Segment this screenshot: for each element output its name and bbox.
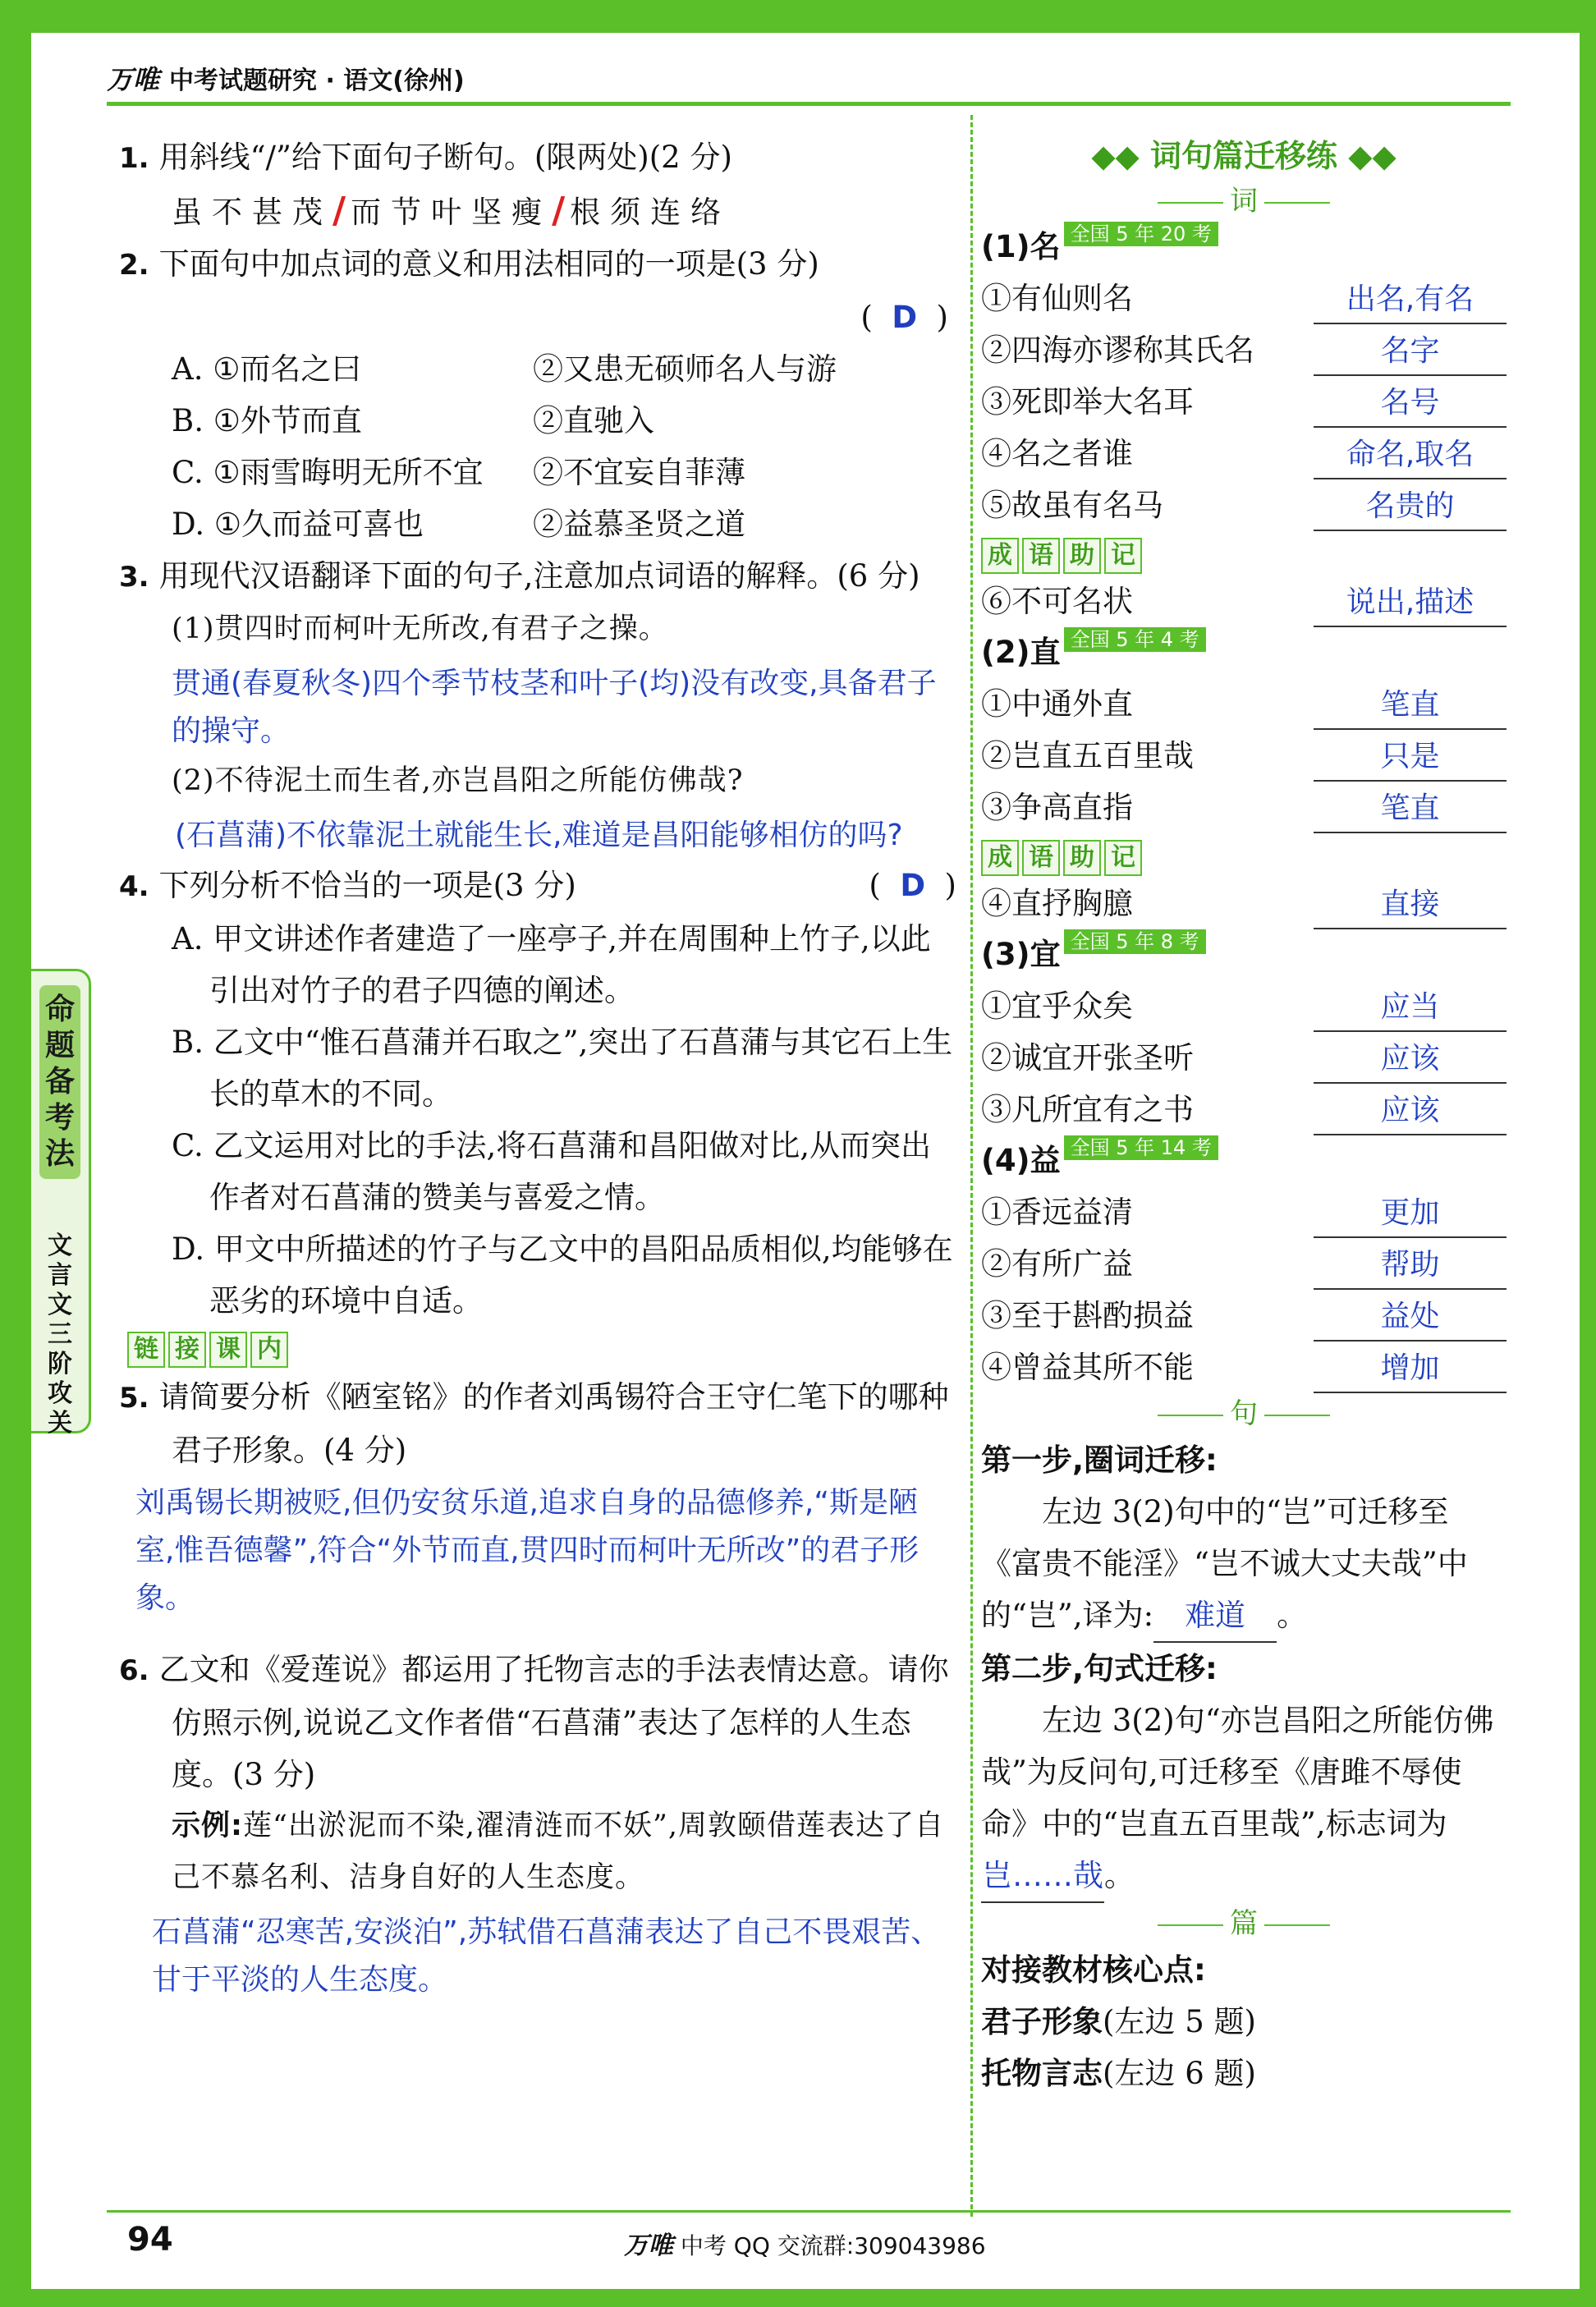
chip: 成 bbox=[981, 538, 1019, 574]
page-footer bbox=[624, 2225, 986, 2261]
answer-slash: / bbox=[332, 190, 351, 232]
item-answer: 应当 bbox=[1314, 984, 1507, 1032]
chip: 助 bbox=[1063, 840, 1101, 876]
group-head: (4)益 bbox=[981, 1143, 1061, 1178]
word-item bbox=[981, 1342, 1507, 1393]
q4-option: A. 甲文讲述作者建造了一座亭子,并在周围种上竹子,以此引出对竹子的君子四德的阐述。 bbox=[172, 921, 931, 1008]
q2-answer: D bbox=[892, 300, 918, 335]
q6-example bbox=[119, 1800, 956, 1904]
word-item bbox=[981, 1186, 1507, 1238]
item-text: ②有所广益 bbox=[981, 1246, 1133, 1282]
chip: 记 bbox=[1104, 538, 1142, 574]
chip: 语 bbox=[1022, 538, 1060, 574]
word-item bbox=[981, 782, 1507, 833]
q4-answer-line: ( D ) bbox=[869, 868, 956, 903]
q2-option bbox=[119, 447, 956, 498]
section-label: 句 bbox=[1230, 1397, 1258, 1430]
q6-answer: 石菖蒲“忍寒苦,安淡泊”,苏轼借石菖蒲表达了自己不畏艰苦、甘于平淡的人生态度。 bbox=[152, 1915, 941, 1997]
section-label: 词 bbox=[1230, 185, 1258, 218]
page-number: 94 bbox=[127, 2221, 173, 2259]
q3-answer-1: 贯通(春夏秋冬)四个季节枝茎和叶子(均)没有改变,具备君子的操守。 bbox=[172, 667, 937, 748]
question-stem: 用现代汉语翻译下面的句子,注意加点词语的解释。(6 分) bbox=[158, 558, 920, 594]
question-1 bbox=[119, 131, 956, 185]
step-label: 第一步,圈词迁移: bbox=[981, 1442, 1218, 1478]
q3-answer-2: (石菖蒲)不依靠泥土就能生长,难道是昌阳能够相仿的吗? bbox=[175, 819, 903, 852]
group-head: (1)名 bbox=[981, 229, 1061, 264]
item-answer: 出名,有名 bbox=[1314, 277, 1507, 324]
item-text: ④直抒胸臆 bbox=[981, 886, 1133, 921]
right-title: ◆◆ 词句篇迁移练 ◆◆ bbox=[1091, 138, 1396, 174]
item-answer: 应该 bbox=[1314, 1088, 1507, 1135]
item-text: ②岂直五百里哉 bbox=[981, 738, 1194, 773]
group-yi bbox=[981, 929, 1507, 980]
q2-answer-line: ( D ) bbox=[860, 300, 948, 335]
question-stem: 用斜线“/”给下面句子断句。(限两处)(2 分) bbox=[158, 140, 732, 175]
option-a: D. ①久而益可喜也 bbox=[172, 507, 424, 542]
exam-tag: 全国 5 年 4 考 bbox=[1064, 627, 1206, 652]
item-answer: 增加 bbox=[1314, 1346, 1507, 1393]
link-chips bbox=[127, 1332, 288, 1368]
item-answer: 说出,描述 bbox=[1314, 580, 1507, 627]
step-text: 左边 3(2)句“亦岂昌阳之所能仿佛哉”为反问句,可迁移至《唐雎不辱使命》中的“岂直五百里哉”,标志词为 bbox=[981, 1703, 1494, 1841]
chip: 链 bbox=[127, 1332, 165, 1368]
example-text: 莲“出淤泥而不染,濯清涟而不妖”,周敦颐借莲表达了自己不慕名利、洁身自好的人生态度。 bbox=[172, 1809, 945, 1894]
group-head: (3)宜 bbox=[981, 937, 1061, 972]
answer-slash: / bbox=[552, 190, 571, 232]
item-text: ⑤故虽有名马 bbox=[981, 488, 1163, 523]
frame-left bbox=[0, 0, 31, 2307]
step-answer: 岂……哉 bbox=[981, 1850, 1104, 1903]
item-text: ⑥不可名状 bbox=[981, 584, 1133, 619]
chip: 记 bbox=[1104, 840, 1142, 876]
chip: 语 bbox=[1022, 840, 1060, 876]
step-text: 左边 3(2)句中的“岂”可迁移至《富贵不能淫》“岂不诚大丈夫哉”中的“岂”,译为: bbox=[981, 1494, 1468, 1633]
option-b: ②直驰入 bbox=[533, 403, 654, 438]
q4-answer: D bbox=[900, 868, 926, 903]
core-point-title: 托物言志 bbox=[981, 2056, 1103, 2091]
word-item bbox=[981, 730, 1507, 782]
sentence-part: 而节叶坚瘦 bbox=[351, 195, 553, 230]
word-item bbox=[981, 479, 1507, 531]
footer-text: 中考 QQ 交流群:309043986 bbox=[680, 2232, 986, 2259]
example-label: 示例: bbox=[172, 1809, 243, 1842]
section-pian bbox=[981, 1903, 1507, 1944]
q2-option bbox=[119, 343, 956, 395]
frame-right bbox=[1580, 0, 1596, 2307]
item-answer: 名字 bbox=[1314, 328, 1507, 376]
section-ju bbox=[981, 1393, 1507, 1434]
header-title: 中考试题研究 · 语文(徐州) bbox=[169, 67, 465, 95]
item-answer: 帮助 bbox=[1314, 1242, 1507, 1290]
item-answer: 笔直 bbox=[1314, 786, 1507, 833]
core-point-2 bbox=[981, 2048, 1507, 2099]
q1-sentence bbox=[119, 185, 956, 238]
item-answer: 更加 bbox=[1314, 1190, 1507, 1238]
core-label: 对接教材核心点: bbox=[981, 1952, 1206, 1988]
section-label: 篇 bbox=[1230, 1907, 1258, 1940]
idiom-item bbox=[981, 576, 1507, 627]
item-answer: 名号 bbox=[1314, 380, 1507, 428]
q3-sentence-1: (1)贯四时而柯叶无所改,有君子之操。 bbox=[172, 612, 668, 645]
option-a: B. ①外节而直 bbox=[172, 403, 362, 438]
word-item bbox=[981, 273, 1507, 324]
question-stem: 请简要分析《陋室铭》的作者刘禹锡符合王守仁笔下的哪种君子形象。(4 分) bbox=[158, 1379, 949, 1468]
step-1-text: 左边 3(2)句中的“岂”可迁移至《富贵不能淫》“岂不诚大丈夫哉”中的“岂”,译为: 难道 。 bbox=[981, 1486, 1507, 1643]
q4-option: D. 甲文中所描述的竹子与乙文中的昌阳品质相似,均能够在恶劣的环境中自适。 bbox=[172, 1231, 953, 1319]
question-3 bbox=[119, 550, 956, 603]
question-stem: 下列分析不恰当的一项是(3 分) bbox=[158, 868, 576, 903]
idiom-chips bbox=[981, 538, 1142, 574]
side-tab-top-label: 命题备考法 bbox=[39, 985, 80, 1179]
question-stem: 下面句中加点词的意义和用法相同的一项是(3 分) bbox=[158, 246, 819, 282]
footer-rule bbox=[107, 2210, 1511, 2213]
item-answer: 名贵的 bbox=[1314, 484, 1507, 531]
option-b: ②益慕圣贤之道 bbox=[533, 507, 745, 542]
side-tab-bottom-label: 文言文三阶攻关 bbox=[48, 1231, 72, 1438]
word-item bbox=[981, 1290, 1507, 1342]
word-item bbox=[981, 1084, 1507, 1135]
item-text: ②四海亦谬称其氏名 bbox=[981, 333, 1254, 368]
right-column bbox=[981, 131, 1507, 2099]
item-answer: 应该 bbox=[1314, 1036, 1507, 1084]
item-answer: 益处 bbox=[1314, 1294, 1507, 1342]
item-text: ③至于斟酌损益 bbox=[981, 1298, 1194, 1333]
q4-option: B. 乙文中“惟石菖蒲并石取之”,突出了石菖蒲与其它石上生长的草木的不同。 bbox=[172, 1025, 953, 1112]
question-2 bbox=[119, 238, 956, 291]
idiom-chips bbox=[981, 840, 1142, 876]
item-answer: 笔直 bbox=[1314, 682, 1507, 730]
question-5 bbox=[119, 1371, 956, 1476]
step-2 bbox=[981, 1643, 1507, 1695]
q2-option bbox=[119, 395, 956, 447]
word-item bbox=[981, 324, 1507, 376]
group-zhi bbox=[981, 627, 1507, 678]
item-text: ①宜乎众矣 bbox=[981, 988, 1133, 1024]
step-label: 第二步,句式迁移: bbox=[981, 1651, 1218, 1686]
page-header bbox=[107, 57, 465, 99]
word-item bbox=[981, 376, 1507, 428]
idiom-item bbox=[981, 878, 1507, 929]
question-4 bbox=[119, 860, 956, 913]
word-item bbox=[981, 1032, 1507, 1084]
chip: 接 bbox=[168, 1332, 206, 1368]
q3-sentence-2: (2)不待泥土而生者,亦岂昌阳之所能仿佛哉? bbox=[172, 764, 744, 797]
item-text: ③凡所宜有之书 bbox=[981, 1092, 1194, 1127]
question-6 bbox=[119, 1644, 956, 1800]
question-number: 4. bbox=[119, 870, 149, 903]
item-text: ①香远益清 bbox=[981, 1195, 1133, 1230]
core-points bbox=[981, 1944, 1507, 1996]
question-number: 2. bbox=[119, 249, 149, 282]
item-answer: 只是 bbox=[1314, 734, 1507, 782]
chip: 助 bbox=[1063, 538, 1101, 574]
exam-tag: 全国 5 年 8 考 bbox=[1064, 929, 1206, 954]
q5-answer: 刘禹锡长期被贬,但仍安贫乐道,追求自身的品德修养,“斯是陋室,惟吾德馨”,符合“外节而直,贯四时而柯叶无所改”的君子形象。 bbox=[135, 1486, 920, 1615]
header-rule bbox=[107, 102, 1511, 106]
word-item bbox=[981, 980, 1507, 1032]
frame-top bbox=[0, 0, 1596, 33]
item-text: ④曾益其所不能 bbox=[981, 1350, 1194, 1385]
item-text: ③争高直指 bbox=[981, 790, 1133, 825]
item-answer: 直接 bbox=[1314, 882, 1507, 929]
core-point-note: (左边 6 题) bbox=[1103, 2056, 1256, 2091]
q2-option bbox=[119, 498, 956, 550]
column-divider bbox=[970, 115, 976, 2217]
word-item bbox=[981, 428, 1507, 479]
exam-tag: 全国 5 年 14 考 bbox=[1064, 1135, 1218, 1160]
sentence-part: 根须连络 bbox=[570, 195, 732, 230]
group-ming bbox=[981, 222, 1507, 273]
group-head: (2)直 bbox=[981, 635, 1061, 670]
option-b: ②又患无硕师名人与游 bbox=[533, 351, 837, 387]
word-item bbox=[981, 1238, 1507, 1290]
exam-tag: 全国 5 年 20 考 bbox=[1064, 222, 1218, 246]
chip: 课 bbox=[209, 1332, 247, 1368]
chip: 内 bbox=[250, 1332, 288, 1368]
chip: 成 bbox=[981, 840, 1019, 876]
sentence-part: 虽不甚茂 bbox=[172, 195, 332, 230]
question-number: 5. bbox=[119, 1382, 149, 1415]
option-b: ②不宜妄自菲薄 bbox=[533, 455, 745, 490]
q4-option: C. 乙文运用对比的手法,将石菖蒲和昌阳做对比,从而突出作者对石菖蒲的赞美与喜爱之情。 bbox=[172, 1128, 932, 1215]
group-yi2 bbox=[981, 1135, 1507, 1186]
question-number: 6. bbox=[119, 1654, 149, 1687]
word-item bbox=[981, 678, 1507, 730]
core-point-1 bbox=[981, 1996, 1507, 2048]
core-point-title: 君子形象 bbox=[981, 2004, 1103, 2039]
question-stem: 乙文和《爱莲说》都运用了托物言志的手法表情达意。请你仿照示例,说说乙文作者借“石菖蒲”表达了怎样的人生态度。(3 分) bbox=[158, 1652, 949, 1792]
step-2-text: 左边 3(2)句“亦岂昌阳之所能仿佛哉”为反问句,可迁移至《唐雎不辱使命》中的“岂直五百里哉”,标志词为岂……哉。 bbox=[981, 1695, 1507, 1903]
item-text: ③死即举大名耳 bbox=[981, 384, 1194, 420]
option-a: A. ①而名之曰 bbox=[172, 351, 362, 387]
left-column bbox=[119, 131, 956, 2004]
item-text: ④名之者谁 bbox=[981, 436, 1133, 471]
item-text: ②诚宜开张圣听 bbox=[981, 1040, 1194, 1076]
frame-bottom bbox=[0, 2289, 1596, 2307]
core-point-note: (左边 5 题) bbox=[1103, 2004, 1256, 2039]
section-ci bbox=[981, 181, 1507, 222]
brand-logo: 万唯 bbox=[107, 64, 160, 95]
question-number: 1. bbox=[119, 142, 149, 175]
question-number: 3. bbox=[119, 561, 149, 594]
item-answer: 命名,取名 bbox=[1314, 432, 1507, 479]
step-answer: 难道 bbox=[1153, 1589, 1277, 1643]
item-text: ①有仙则名 bbox=[981, 281, 1133, 316]
step-1 bbox=[981, 1434, 1507, 1486]
item-text: ①中通外直 bbox=[981, 686, 1133, 722]
option-a: C. ①雨雪晦明无所不宜 bbox=[172, 455, 484, 490]
footer-brand: 万唯 bbox=[624, 2231, 673, 2260]
